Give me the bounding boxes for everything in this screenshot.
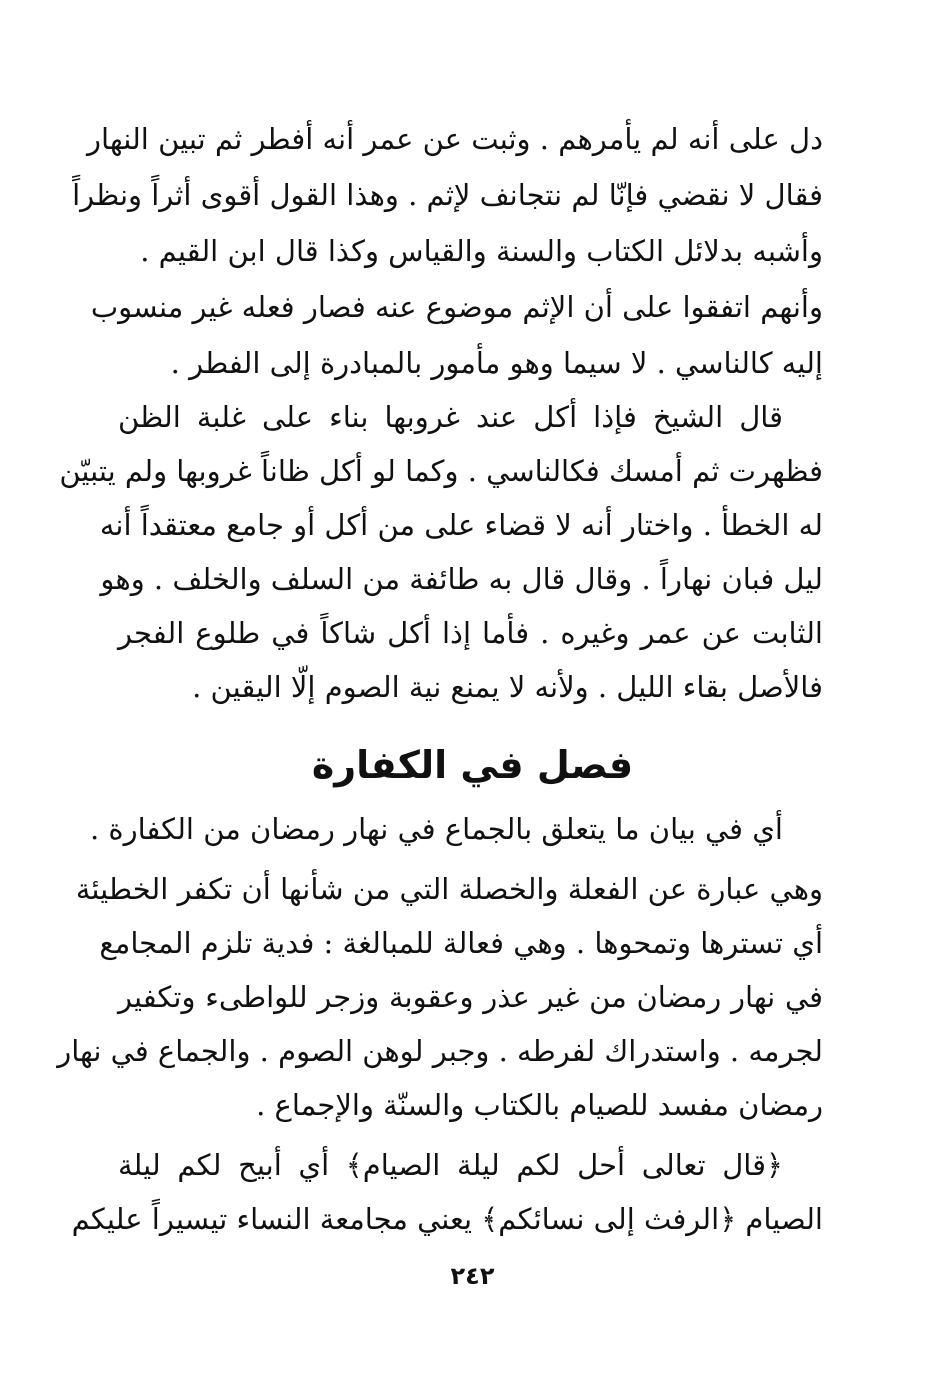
paragraph-2: [59, 388, 823, 728]
text-line: قال الشيخ فإذا أكل عند غروبها بناء على غلبة الظن: [118, 400, 783, 434]
text-line: رمضان مفسد للصيام بالكتاب والسنّة والإجماع .: [256, 1088, 823, 1122]
text-line: فظهرت ثم أمسك فكالناسي . وكما لو أكل ظاناً غروبها ولم يتبيّن: [59, 454, 823, 488]
page-number: ٢٤٢: [450, 1262, 495, 1290]
paragraph-3: [89, 800, 823, 858]
text-line: الصيام ﴿الرفث إلى نسائكم﴾ يعني مجامعة النساء تيسيراً عليكم: [71, 1202, 823, 1236]
text-line: أي تسترها وتمحوها . وهي فعالة للمبالغة : فدية تلزم المجامع: [99, 926, 823, 960]
text-line: فالأصل بقاء الليل . ولأنه لا يمنع نية الصوم إلّا اليقين .: [192, 670, 823, 704]
paragraph-5: [71, 1136, 823, 1252]
text-line: وأشبه بدلائل الكتاب والسنة والقياس وكذا قال ابن القيم .: [140, 234, 823, 268]
text-line: لجرمه . واستدراك لفرطه . وجبر لوهن الصوم . والجماع في نهار: [57, 1034, 823, 1068]
text-line: إليه كالناسي . لا سيما وهو مأمور بالمبادرة إلى الفطر .: [170, 346, 823, 380]
paragraph-4: [57, 860, 823, 1150]
text-line: دل على أنه لم يأمرهم . وثبت عن عمر أنه أفطر ثم تبين النهار: [87, 122, 823, 156]
text-line: الثابت عن عمر وغيره . فأما إذا أكل شاكاً في طلوع الفجر: [118, 616, 823, 650]
text-line: وأنهم اتفقوا على أن الإثم موضوع عنه فصار فعله غير منسوب: [90, 290, 823, 324]
text-line: ﴿قال تعالى أحل لكم ليلة الصيام﴾ أي أبيح لكم ليلة: [118, 1148, 783, 1182]
text-line: له الخطأ . واختار أنه لا قضاء على من أكل أو جامع معتقداً أنه: [99, 508, 823, 542]
text-line: أي في بيان ما يتعلق بالجماع في نهار رمضان من الكفارة .: [89, 812, 783, 846]
paragraph-1: [72, 110, 823, 400]
section-heading: فصل في الكفارة: [311, 743, 634, 787]
text-line: وهي عبارة عن الفعلة والخصلة التي من شأنها أن تكفر الخطيئة: [75, 872, 823, 906]
text-line: في نهار رمضان من غير عذر وعقوبة وزجر للواطىء وتكفير: [118, 980, 823, 1014]
text-line: ليل فبان نهاراً . وقال قال به طائفة من السلف والخلف . وهو: [100, 562, 823, 596]
text-line: فقال لا نقضي فإنّا لم نتجانف لإثم . وهذا القول أقوى أثراً ونظراً: [72, 178, 823, 212]
